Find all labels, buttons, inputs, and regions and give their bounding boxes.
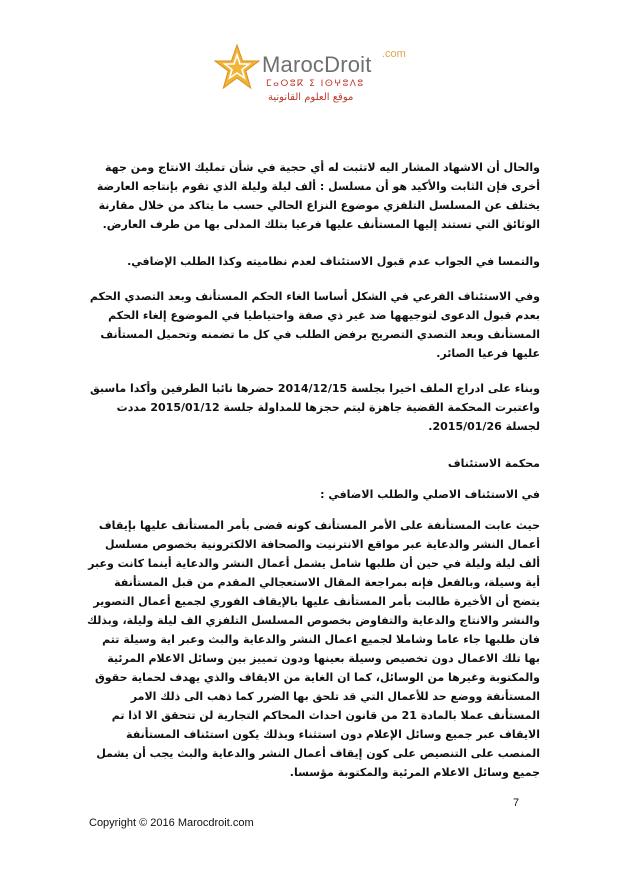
- paragraph-3: وفي الاستئناف الفرعي في الشكل أساسا الغاء الحكم المستأنف وبعد التصدي الحكم بعدم قبول الدعوى لتوجيهها ضد غير ذي صفة واحتياطيا في الموضوع إلغاء الحكم المستأنف وبعد التصدي التصريح برفض الطلب في كل ما تضمنه وتحميل المستأنف عليها فرعيا الصائر.: [89, 290, 540, 360]
- star-logo-icon: [214, 44, 260, 90]
- paragraph-5: حيث عابت المستأنفة على الأمر المستأنف كونه قضى بأمر المستأنف عليها بإيقاف أعمال النشر والدعاية عبر مواقع الانترنيت والصحافة الالكترونية بخصوص مسلسل ألف ليلة وليلة في حين أن طلبها شامل يشمل أعمال النشر والدعاية أينما كانت وعبر أية وسيلة، وبالفعل فإنه بمراجعة المقال الاستعجالي المقدم من قبل المستأنفة يتضح أن الأخيرة طالبت بأمر المستأنف عليها بالإيقاف الفوري لجميع أعمال التصوير والنشر والانتاج والدعاية والتفاوض بخصوص المسلسل التلفزي الف ليلة وليلة، وبذلك فان طلبها جاء عاما وشاملا لجميع اعمال النشر والدعاية والبث وعبر اية وسيلة تتم بها تلك الاعمال دون تخصيص وسيلة بعينها ودون تمييز بين وسائل الاعلام المرئية والمكتوبة وغيرها من الوسائل، كما ان الغاية من الايقاف والذي يهدف لحماية حقوق المستأنفة ووضع حد للأعمال التي قد تلحق بها الضرر كما ذهب الى ذلك الامر المستأنف عملا بالمادة 21 من قانون احداث المحاكم التجارية لن تتحقق الا اذا تم الايقاف عبر جميع وسائل الإعلام دون استثناء وبذلك يكون استئناف المستأنفة المنصب على التنصيص على كون إيقاف أعمال النشر والدعاية والبث يجب أن يشمل جميع وسائل الاعلام المرئية والمكتوبة مؤسسا.: [86, 519, 540, 779]
- logo-domain-suffix: .com: [382, 48, 406, 60]
- paragraph-4: وبناء على ادراج الملف اخيرا بجلسة 2014/12/15 حضرها نائبا الطرفين وأكدا ماسبق واعتبرت المحكمة القضية جاهزة ليتم حجزها للمداولة جلسة 2015/01/12 مددت لجسلة 2015/01/26.: [90, 382, 540, 433]
- section-heading-court: محكمة الاستئناف: [447, 457, 540, 470]
- copyright-notice: Copyright © 2016 Marocdroit.com: [89, 817, 254, 829]
- section-heading-appeal: في الاستئناف الاصلي والطلب الاضافي :: [320, 488, 540, 501]
- logo-arabic-tagline: موقع العلوم القانونية: [268, 92, 354, 103]
- paragraph-1: والحال أن الاشهاد المشار اليه لاتثبت له أي حجية في شأن تمليك الانتاج ومن جهة أخرى فإن الثابت والأكيد هو أن مسلسل : ألف ليلة وليلة الذي تقوم بإنتاجه العارضة يختلف عن المسلسل التلفزي موضوع النزاع الحالي حسب ما يتاكد من خلال مقارنة الوثائق التي تستند إليها المستأنف عليها فرعيا بتلك المدلى بها من طرف العارض.: [96, 161, 540, 231]
- site-logo: [214, 42, 414, 112]
- page-number: 7: [513, 797, 520, 809]
- paragraph-2: والتمسا في الجواب عدم قبول الاستئناف لعدم نظاميته وكذا الطلب الإضافي.: [127, 255, 540, 268]
- logo-tifinagh-text: ⵎⴰⵔⵓⴽ ⵉ ⵏⵙⵖⵓⴷⵓ: [266, 79, 365, 89]
- logo-brand-text: MarocDroit: [262, 52, 372, 77]
- document-body: [84, 158, 540, 782]
